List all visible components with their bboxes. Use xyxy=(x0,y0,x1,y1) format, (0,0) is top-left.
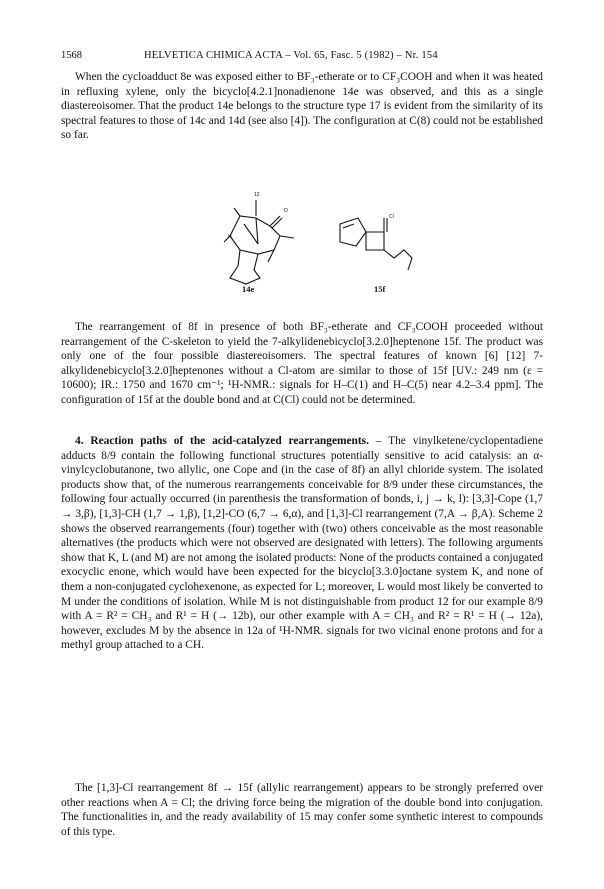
page-number: 1568 xyxy=(61,50,82,61)
section-heading: 4. Reaction paths of the acid-catalyzed rearrangements. xyxy=(75,435,369,447)
running-header xyxy=(61,50,546,66)
section-body: – The vinylketene/cyclopentadiene adducts 8/9 contain the following functional structures potentially sensitive to acid catalysis: an α-vinylcyclobutanone, two allylic, one Cope and (in the case of 8f) an allyl chloride system. The isolated products show that, of the numerous rearrangements conceivable for 8/9 under these circumstances, the following four actually occurred (in parenthesis the transformation of bonds, i, j → k, l): [3,3]-Cope (1,7 → 3,β), [1,3]-CH (1,7 → 1,β), [1,2]-CO (6,7 → 6,α), and [1,3]-Cl rearrangement (7,A → β,A). Scheme 2 shows the observed rearrangements (four) together with (two) others conceivable as the most reasonable alternatives (the products which were not observed are designated with letters). The following arguments show that K, L (and M) are not among the isolated products: None of the products contained a conjugated exocyclic enone, which would have been expected for the bicyclo[3.3.0]octane system K, and none of them a non-conjugated cyclohexenone, as expected for L; moreover, L would most likely be converted to M under the conditions of isolation. While M is not distinguishable from product 12 for our example 8/9 with A = R² = CH₃ and R¹ = H (→ 12b), our other example with A = CH₃ and R² = R¹ = H (→ 12a), however, excludes M by the absence in 12a of ¹H-NMR. signals for two vicinal enone protons and for a methyl group attached to a CH. xyxy=(61,435,543,652)
paragraph-1 xyxy=(61,70,543,143)
compound-label-15f: 15f xyxy=(374,284,386,294)
paragraph-1-text: When the cycloadduct 8e was exposed either to BF₃-etherate or to CF₃COOH and when it was heated in refluxing xylene, only the bicyclo[4.2.1]nonadienone 14e was observed, and this as a single diastereoisomer. That the product 14e belongs to the structure type 17 is evident from the similarity of its spectral features to those of 14c and 14d (see also [4]). The configuration at C(8) could not be established so far. xyxy=(61,71,543,142)
paragraph-4-text: The [1,3]-Cl rearrangement 8f → 15f (allylic rearrangement) appears to be strongly preferred over other reactions when A = Cl; the driving force being the migration of the double bond into conjugation. The functionalities in, and the ready availability of 15 may confer some synthetic interest to compounds of this type. xyxy=(61,782,543,838)
paragraph-3 xyxy=(61,434,543,653)
atom-label-c12: 12 xyxy=(254,192,260,198)
atom-label-h: H xyxy=(228,234,232,240)
structure-figure xyxy=(200,188,420,300)
structure-drawings xyxy=(200,188,420,300)
paragraph-3-text xyxy=(61,434,543,653)
atom-label-oxygen: O xyxy=(284,208,288,214)
paragraph-2-text: The rearrangement of 8f in presence of both BF₃-etherate and CF₃COOH proceeded without rearrangement of the C-skeleton to yield the 7-alkylidenebicyclo[3.2.0]heptenone 15f. The product was only one of the four possible diastereoisomers. The spectral features of known [6] [12] 7-alkylidenebicyclo[3.2.0]heptenones without a Cl-atom are similar to those of 15f [UV.: 249 nm (ε = 10600); IR.: 1750 and 1670 cm⁻¹; ¹H-NMR.: signals for H–C(1) and H–C(5) near 4.2–3.4 ppm]. The configuration of 15f at the double bond and at C(Cl) could not be determined. xyxy=(61,321,543,406)
paragraph-2 xyxy=(61,320,543,408)
journal-title: HELVETICA CHIMICA ACTA – Vol. 65, Fasc. 5 (1982) – Nr. 154 xyxy=(144,50,438,61)
atom-label-cl: Cl xyxy=(389,214,394,220)
paragraph-4 xyxy=(61,781,543,839)
structure-15f xyxy=(340,218,412,270)
compound-label-14e: 14e xyxy=(242,284,255,294)
